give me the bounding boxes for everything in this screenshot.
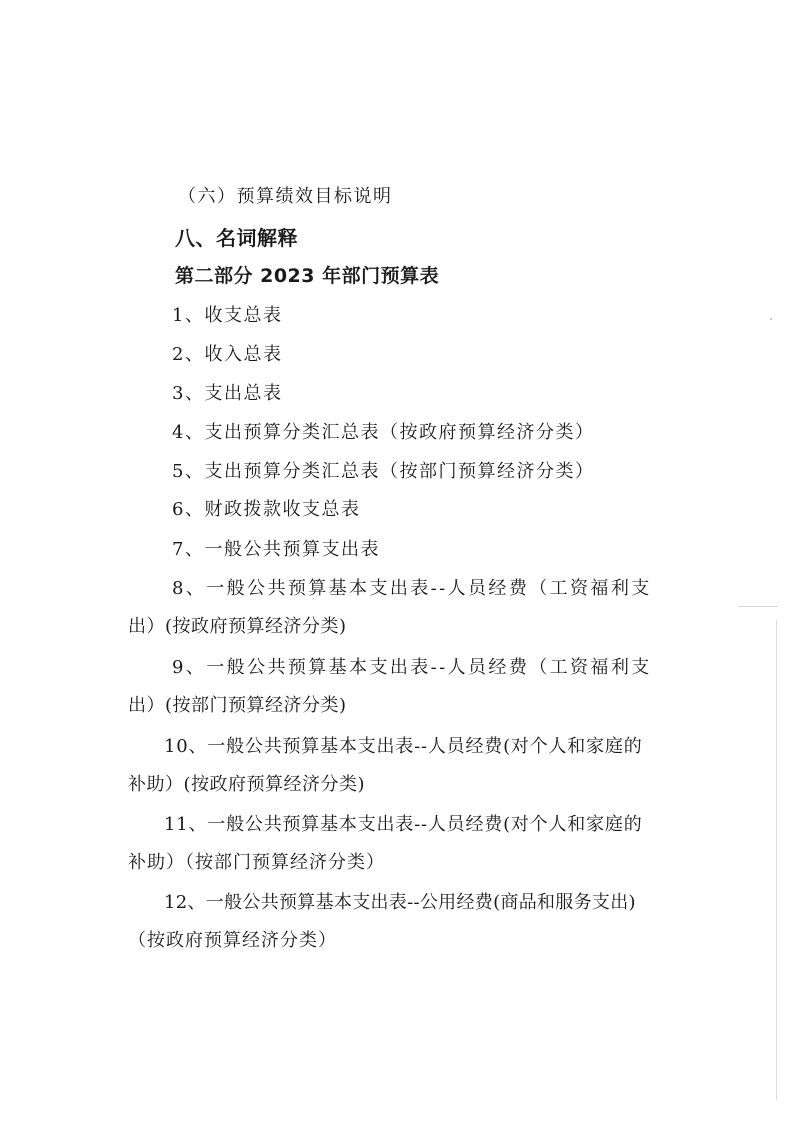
list-item-continuation: 出）(按部门预算经济分类): [128, 695, 347, 716]
list-item-continuation: 补助）（按部门预算经济分类）: [128, 852, 385, 873]
list-item: 2、收入总表: [172, 344, 283, 365]
list-item: 7、一般公共预算支出表: [172, 539, 380, 560]
subsection-heading-budget-performance: （六）预算绩效目标说明: [178, 186, 393, 207]
list-item-continuation: （按政府预算经济分类）: [128, 930, 337, 951]
list-item: 12、一般公共预算基本支出表--公用经费(商品和服务支出): [164, 892, 636, 913]
list-item: 1、收支总表: [172, 305, 283, 326]
list-item: 3、支出总表: [172, 383, 283, 404]
list-item-continuation: 出）(按政府预算经济分类): [128, 616, 347, 637]
part-heading-budget-tables: 第二部分 2023 年部门预算表: [175, 265, 440, 287]
list-item: 6、财政拨款收支总表: [172, 499, 361, 520]
list-item: 10、一般公共预算基本支出表--人员经费(对个人和家庭的: [164, 736, 643, 757]
scan-edge-artifact: [776, 620, 777, 1100]
list-item: 11、一般公共预算基本支出表--人员经费(对个人和家庭的: [164, 814, 643, 835]
scan-speck: [770, 318, 772, 320]
scan-speck: [738, 606, 778, 607]
list-item: 5、支出预算分类汇总表（按部门预算经济分类）: [172, 461, 595, 482]
list-item-continuation: 补助）(按政府预算经济分类): [128, 774, 366, 795]
section-heading-glossary: 八、名词解释: [175, 226, 298, 250]
list-item: 4、支出预算分类汇总表（按政府预算经济分类）: [172, 422, 595, 443]
list-item: 8、一般公共预算基本支出表--人员经费（工资福利支: [172, 578, 652, 599]
list-item: 9、一般公共预算基本支出表--人员经费（工资福利支: [172, 657, 652, 678]
